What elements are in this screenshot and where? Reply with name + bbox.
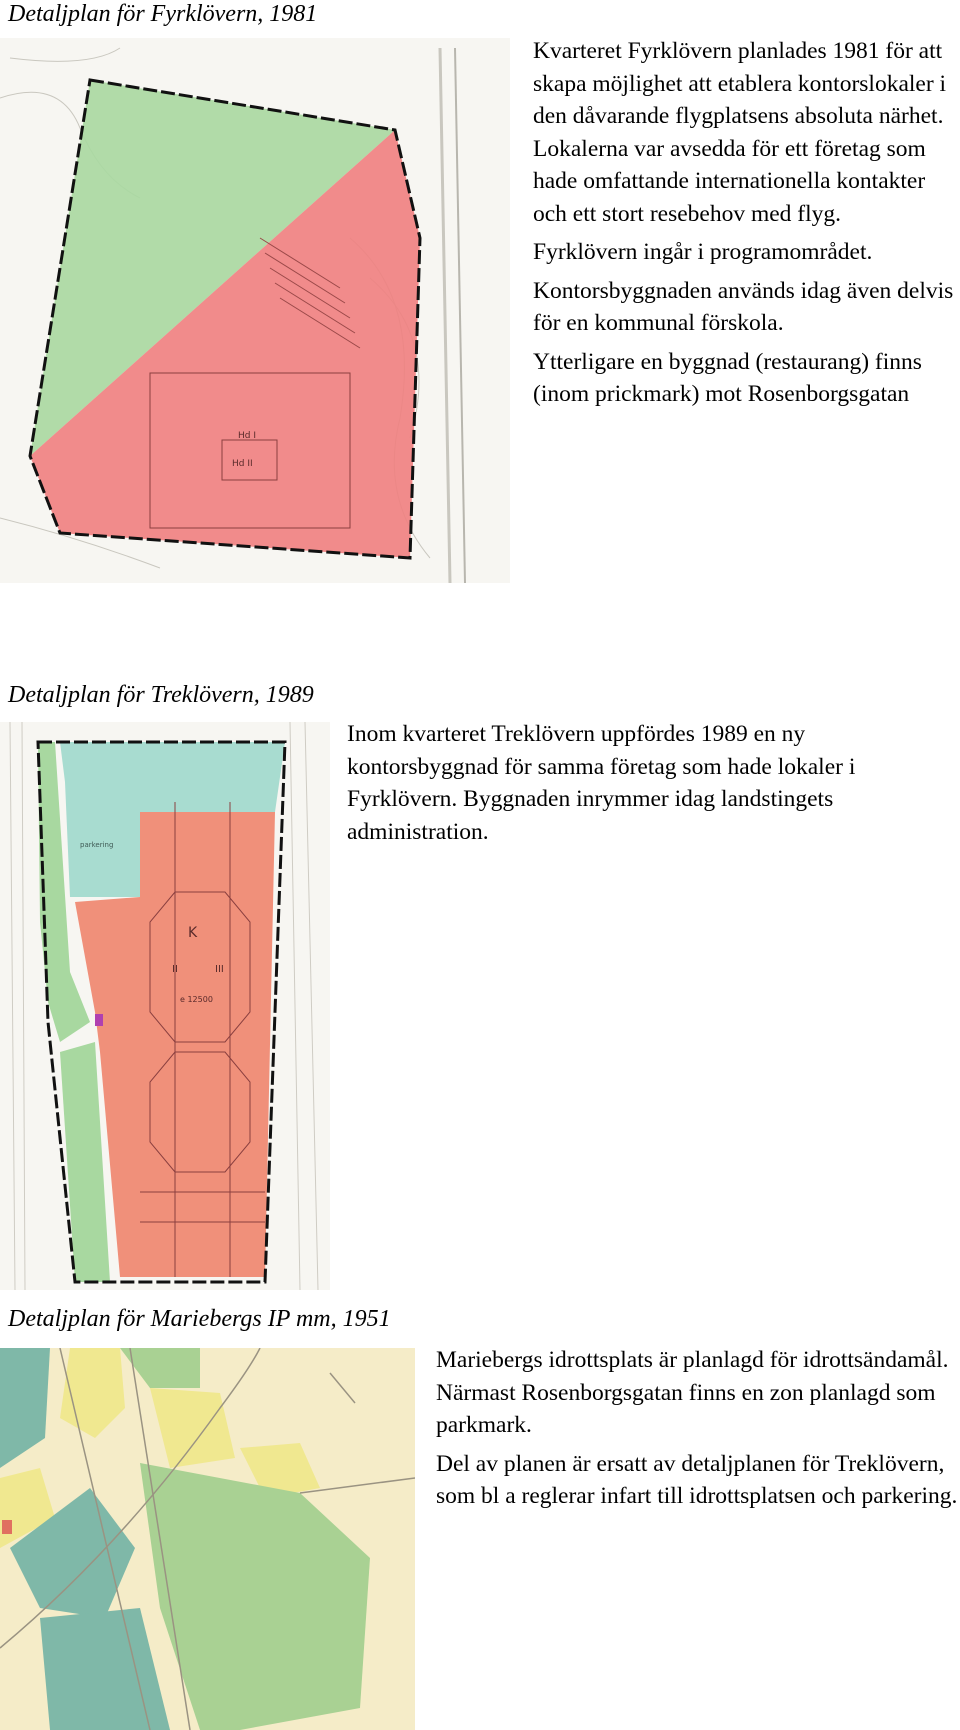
paragraph: Inom kvarteret Treklövern uppfördes 1989 en ny kontorsbyggnad för samma företag som hade lokaler i Fyrklövern. Byggnaden inrymmer idag landstingets administration. <box>347 721 856 845</box>
map-label-hd1: Hd I <box>238 431 256 441</box>
text-block-fyrklovern <box>533 35 958 411</box>
map-label-parking: parkering <box>80 841 114 849</box>
paragraph: Fyrklövern ingår i programområdet. <box>533 239 873 265</box>
map-treklovern <box>0 722 330 1290</box>
map-mariebergs <box>0 1348 415 1730</box>
paragraph: Kontorsbyggnaden används idag även delvis för en kommunal förskola. <box>533 277 954 336</box>
map-label-hd2: Hd II <box>232 459 253 469</box>
map-fyrklovern <box>0 38 510 583</box>
paragraph: Kvarteret Fyrklövern planlades 1981 för att skapa möjlighet att etablera kontorslokaler i den dåvarande flygplatsens absoluta närhet. Lokalerna var avsedda för ett företag som hade omfattande internationella kontakter och ett stort resebehov med flyg. <box>533 38 947 227</box>
map-label-area: e 12500 <box>180 995 213 1004</box>
text-block-mariebergs <box>436 1344 958 1513</box>
text-block-treklovern <box>347 718 959 848</box>
paragraph: Mariebergs idrottsplats är planlagd för idrottsändamål. Närmast Rosenborgsgatan finns en zon planlagd som parkmark. <box>436 1347 949 1438</box>
paragraph: Ytterligare en byggnad (restaurang) finns (inom prickmark) mot Rosenborgsgatan <box>533 348 922 407</box>
paragraph: Del av planen är ersatt av detaljplanen för Treklövern, som bl a reglerar infart till idrottsplatsen och parkering. <box>436 1450 958 1509</box>
section-heading-fyrklovern: Detaljplan för Fyrklövern, 1981 <box>8 1 318 27</box>
map-label-k: K <box>188 925 198 941</box>
map-label-ii: II <box>172 964 178 975</box>
section-heading-treklovern: Detaljplan för Treklövern, 1989 <box>8 682 314 708</box>
map-label-iii: III <box>215 964 224 975</box>
section-heading-mariebergs: Detaljplan för Mariebergs IP mm, 1951 <box>8 1306 391 1332</box>
